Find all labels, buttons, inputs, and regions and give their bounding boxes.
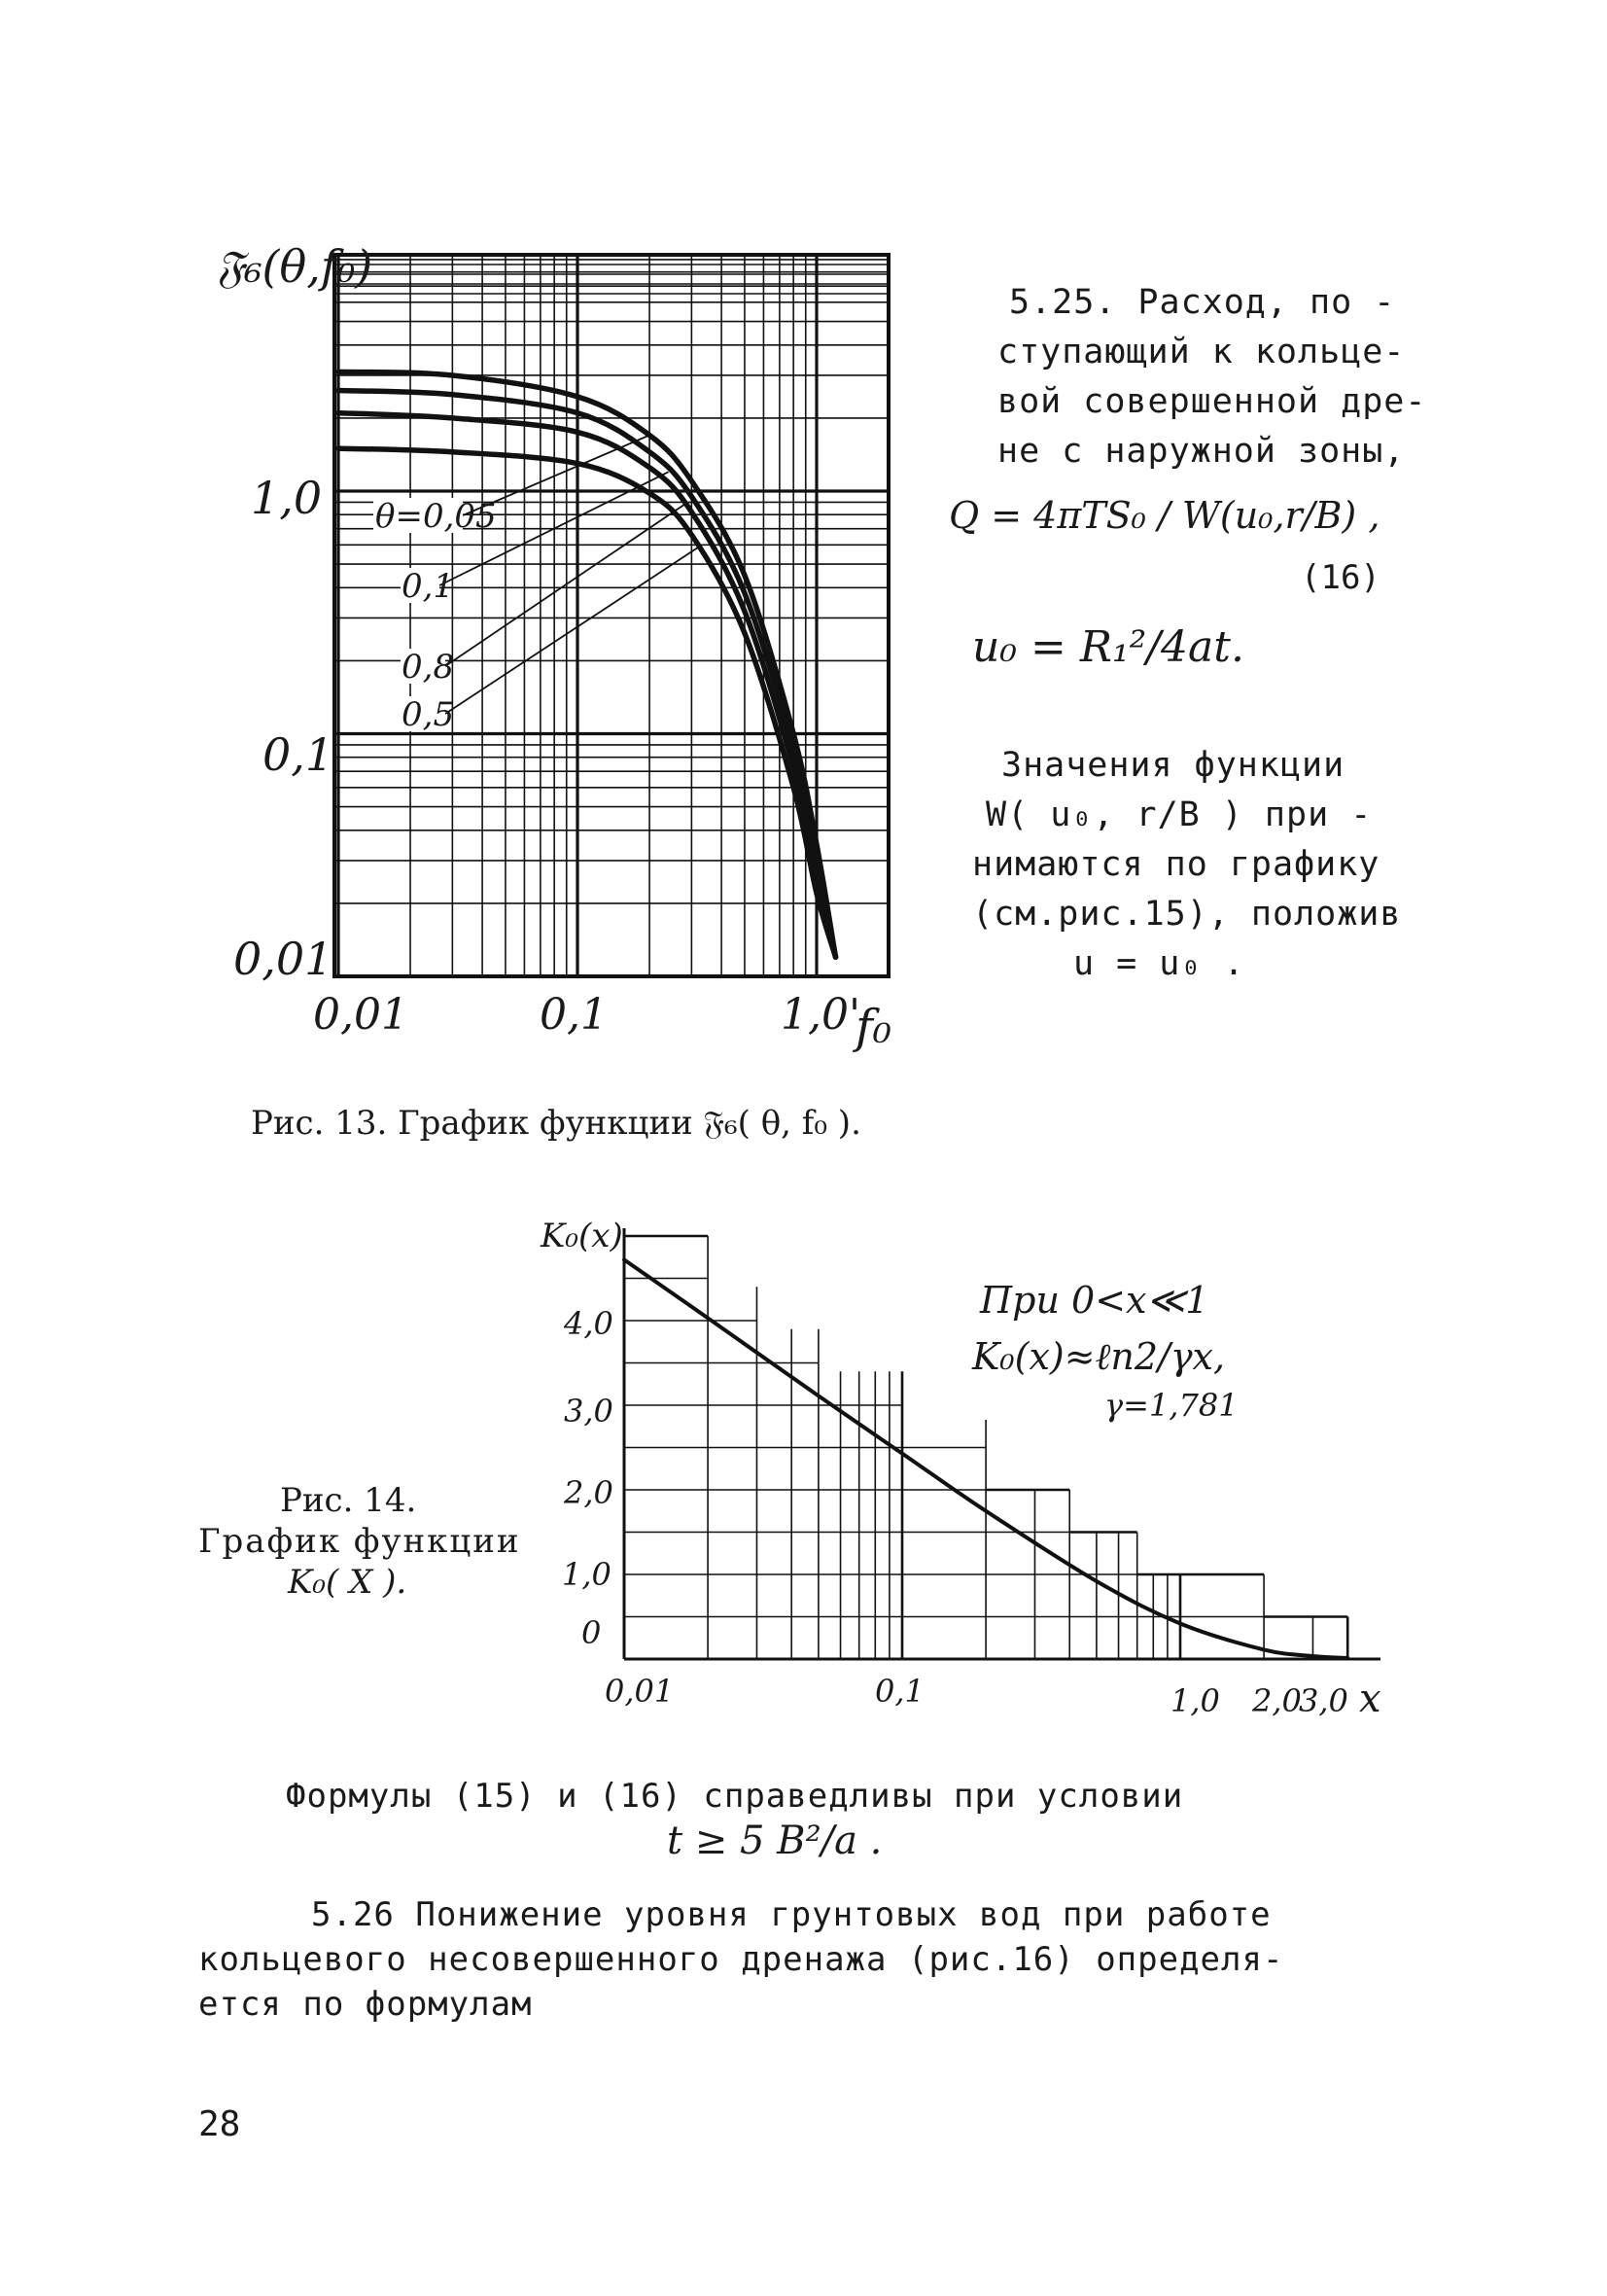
formula-conditions: Формулы (15) и (16) справедливы при условии	[286, 1777, 1184, 1816]
section-5-26-line-2: кольцевого несовершенного дренажа (рис.16) определя-	[198, 1940, 1284, 1979]
function-w-note-line-2: W( u₀, r/B ) при -	[986, 795, 1373, 834]
section-5-25	[997, 278, 1426, 477]
section-5-25-line-2: ступающий к кольце-	[997, 333, 1406, 371]
section-5-26-line-3: ется по формулам	[198, 1985, 533, 2024]
fig14-xtick-2-0: 2,0	[1252, 1682, 1302, 1719]
section-5-26-line-1: 5.26 Понижение уровня грунтовых вод при работе	[311, 1895, 1272, 1934]
fig13-xtick-0-01: 0,01	[313, 990, 408, 1040]
fig14-note	[971, 1274, 1283, 1424]
fig14-note-line-3: γ=1,781	[1104, 1387, 1239, 1424]
function-w-note	[972, 741, 1401, 989]
fig13-leader-line-4	[445, 548, 698, 714]
fig14-ytick-1: 1,0	[562, 1556, 611, 1593]
fig13-grid	[334, 255, 889, 976]
fig14-xtick-0-01: 0,01	[605, 1673, 675, 1710]
fig14-caption-line-2: График функции	[198, 1522, 521, 1561]
fig14-note-line-1: При 0<x≪1	[980, 1279, 1209, 1322]
fig13-label-0-1: 0,1	[402, 567, 455, 606]
fig13-caption: Рис. 13. График функции 𝔉₆( θ, f₀ ).	[251, 1104, 861, 1143]
function-w-note-line-4: (см.рис.15), положив	[972, 895, 1402, 934]
fig14-xtick-0-1: 0,1	[875, 1673, 925, 1710]
function-w-note-line-5: u = u₀ .	[1073, 944, 1245, 983]
fig13-label-theta-0-05: θ=0,05	[375, 497, 497, 536]
fig13-label-0-5: 0,5	[402, 695, 455, 734]
fig13-ytick-0-01: 0,01	[233, 933, 333, 985]
fig13-y-axis-label: 𝔉₆(θ,f₀)	[216, 240, 373, 293]
section-5-25-line-1: 5.25. Расход, по -	[1009, 283, 1396, 322]
fig13-xtick-0-1: 0,1	[540, 990, 608, 1040]
fig13-label-0-8: 0,8	[402, 648, 455, 687]
fig14-caption-line-1: Рис. 14.	[280, 1481, 417, 1520]
page-number: 28	[198, 2104, 241, 2144]
fig14-ytick-0: 0	[581, 1614, 602, 1651]
fig14-note-line-2: K₀(x)≈ℓn2/γx,	[972, 1335, 1226, 1378]
formula-16-number: (16)	[1301, 558, 1380, 597]
section-5-25-line-4: не с наружной зоны,	[997, 432, 1406, 471]
fig14-caption	[198, 1480, 521, 1603]
fig13-xtick-1-0: 1,0'	[781, 990, 861, 1040]
fig14-ytick-4: 4,0	[564, 1305, 613, 1342]
fig14-x-axis-label: x	[1359, 1677, 1381, 1721]
fig13-leader-lines	[439, 436, 698, 714]
fig13-x-axis-label: f₀	[856, 1000, 892, 1054]
fig13-ytick-0-1: 0,1	[262, 728, 334, 781]
fig14-ytick-3: 3,0	[564, 1393, 613, 1430]
fig13-ytick-1: 1,0	[251, 472, 323, 524]
fig14-xtick-3-0: 3,0	[1299, 1682, 1348, 1719]
function-w-note-line-3: нимаются по графику	[972, 845, 1380, 884]
figure-14-chart	[0, 1186, 1607, 1731]
formula-condition-t: t ≥ 5 B²/a .	[667, 1819, 883, 1863]
formula-u0: u₀ = R₁²/4at.	[972, 622, 1244, 672]
fig14-y-axis-label: K₀(x)	[541, 1217, 623, 1255]
fig14-xtick-1-0: 1,0	[1170, 1682, 1220, 1719]
fig13-curve-labels	[373, 497, 497, 734]
section-5-25-line-3: вой совершенной дре-	[997, 382, 1427, 421]
fig14-ytick-2: 2,0	[564, 1474, 613, 1511]
fig14-caption-line-3: K₀( X ).	[288, 1563, 407, 1602]
formula-16-q: Q = 4πTS₀ / W(u₀,r/B) ,	[949, 494, 1380, 537]
function-w-note-line-1: Значения функции	[1001, 746, 1345, 785]
